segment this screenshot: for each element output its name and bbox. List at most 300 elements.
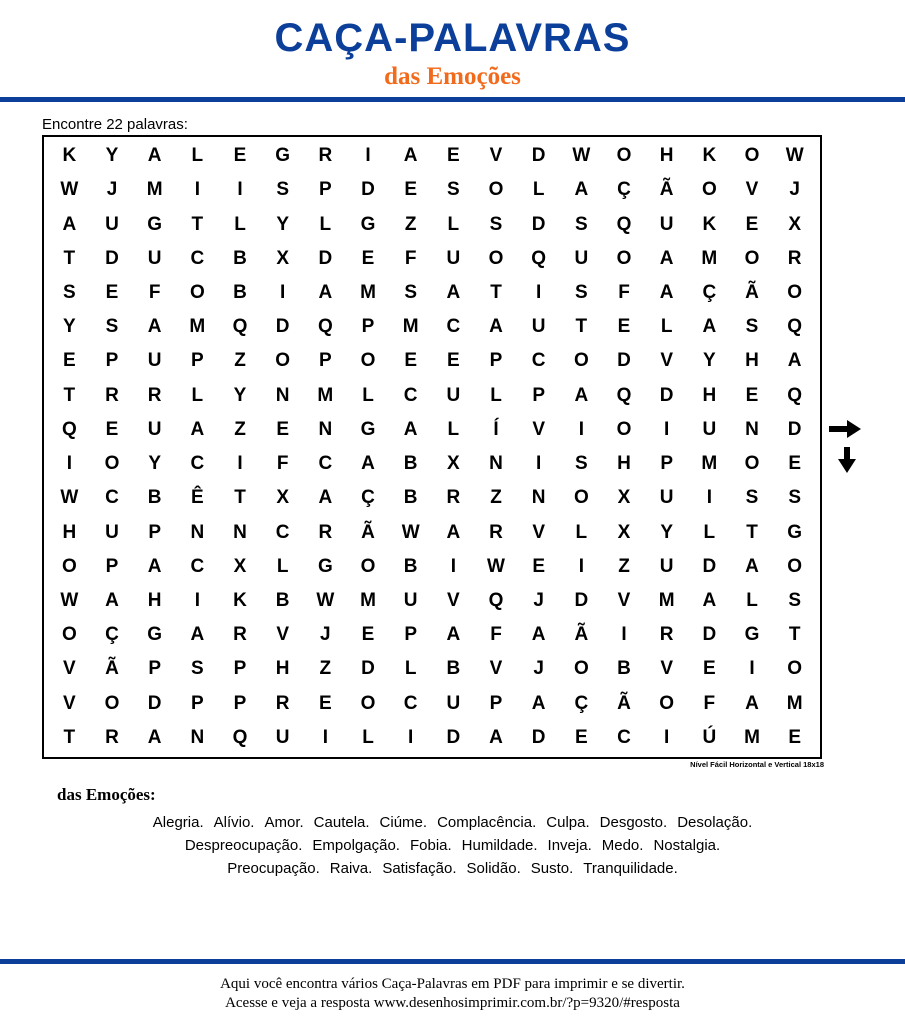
grid-cell: O [61, 624, 77, 646]
word-item: Cautela. [313, 814, 370, 831]
page-title: CAÇA-PALAVRAS [274, 16, 631, 60]
word-item: Complacência. [437, 814, 537, 831]
word-list-row [40, 859, 865, 879]
grid-cell: R [489, 521, 503, 543]
grid-cell: K [702, 213, 717, 235]
footer-divider [0, 959, 905, 964]
grid-cell: R [105, 384, 119, 406]
grid-cell: T [575, 316, 588, 338]
grid-cell: R [147, 384, 162, 406]
word-item: Desgosto. [599, 814, 668, 831]
grid-cell: U [659, 213, 674, 235]
grid-cell: S [574, 281, 588, 303]
grid-cell: P [190, 350, 204, 372]
grid-cell: Q [232, 316, 248, 338]
grid-cell: I [664, 418, 670, 440]
level-note: Nível Fácil Horizontal e Vertical 18x18 [690, 760, 824, 769]
grid-cell: E [788, 453, 801, 475]
grid-cell: E [532, 555, 545, 577]
grid-cell: S [574, 213, 588, 235]
grid-cell: Q [488, 589, 504, 611]
grid-cell: O [616, 418, 632, 440]
grid-cell: C [318, 453, 333, 475]
grid-cell: Y [105, 145, 119, 167]
grid-cell: O [573, 658, 589, 680]
grid-cell: Ç [574, 692, 589, 714]
grid-cell: I [621, 624, 627, 646]
grid-cell: L [362, 726, 374, 748]
grid-cell: W [60, 487, 79, 509]
grid-cell: A [147, 555, 162, 577]
grid-cell: O [488, 179, 504, 201]
grid-cell: C [617, 726, 631, 748]
grid-cell: M [360, 589, 376, 611]
grid-cell: E [276, 418, 289, 440]
grid-cell: A [190, 418, 205, 440]
grid-cell: Ç [617, 179, 631, 201]
grid-cell: M [658, 589, 675, 611]
grid-cell: M [744, 726, 760, 748]
grid-cell: Z [319, 658, 332, 680]
grid-cell: P [233, 692, 247, 714]
grid-cell: M [402, 316, 419, 338]
grid-cell: L [362, 384, 374, 406]
grid-cell: I [322, 726, 328, 748]
grid-cell: O [787, 658, 803, 680]
grid-cell: Ú [702, 726, 717, 748]
grid-cell: R [318, 145, 333, 167]
grid-cell: F [490, 624, 502, 646]
grid-cell: Ã [105, 658, 119, 680]
grid-cell: G [317, 555, 333, 577]
arrow-down-icon [838, 447, 856, 473]
grid-cell: K [233, 589, 247, 611]
puzzle-instruction: Encontre 22 palavras: [42, 116, 188, 133]
grid-cell: O [360, 692, 376, 714]
grid-cell: G [744, 624, 760, 646]
grid-cell: L [447, 418, 460, 440]
grid-cell: D [361, 179, 375, 201]
grid-cell: G [275, 145, 291, 167]
grid-cell: O [104, 453, 120, 475]
grid-cell: D [531, 213, 546, 235]
grid-cell: N [190, 726, 205, 748]
grid-cell: H [275, 658, 290, 680]
grid-cell: I [194, 179, 200, 201]
grid-cell: Q [616, 213, 632, 235]
word-item: Fobia. [409, 837, 452, 854]
grid-cell: C [403, 692, 418, 714]
grid-cell: Ç [702, 281, 717, 303]
grid-cell: X [617, 487, 631, 509]
grid-cell: I [408, 726, 414, 748]
grid-cell: G [147, 213, 163, 235]
grid-cell: W [60, 589, 79, 611]
grid-cell: I [578, 418, 584, 440]
grid-cell: V [532, 418, 545, 440]
grid-cell: F [618, 281, 630, 303]
grid-cell: D [617, 350, 631, 372]
grid-cell: M [701, 453, 718, 475]
grid-cell: S [788, 487, 801, 509]
grid-cell: T [63, 384, 76, 406]
grid-cell: U [702, 418, 717, 440]
grid-cell: H [147, 589, 162, 611]
grid-cell: Y [660, 521, 673, 543]
grid-cell: A [318, 487, 333, 509]
word-item: Raiva. [329, 860, 373, 877]
grid-cell: Z [404, 213, 417, 235]
grid-cell: T [191, 213, 204, 235]
grid-cell: M [701, 247, 718, 269]
grid-cell: C [531, 350, 546, 372]
word-item: Preocupação. [227, 860, 320, 877]
grid-cell: D [147, 692, 162, 714]
grid-cell: U [105, 521, 119, 543]
grid-cell: D [275, 316, 290, 338]
grid-cell: D [574, 589, 589, 611]
grid-cell: E [446, 350, 460, 372]
grid-cell: A [446, 281, 461, 303]
grid-cell: Í [493, 418, 499, 440]
grid-cell: Ã [574, 624, 589, 646]
grid-cell: S [788, 589, 801, 611]
grid-cell: D [446, 726, 461, 748]
word-item: Culpa. [546, 814, 590, 831]
grid-cell: K [702, 145, 717, 167]
grid-cell: P [233, 658, 247, 680]
grid-cell: E [361, 624, 375, 646]
arrow-right-icon [829, 420, 861, 438]
grid-cell: N [531, 487, 546, 509]
grid-cell: S [404, 281, 417, 303]
grid-cell: D [105, 247, 119, 269]
grid-cell: A [403, 145, 418, 167]
grid-cell: A [361, 453, 375, 475]
word-item: Ciúme. [379, 814, 428, 831]
grid-cell: L [276, 555, 289, 577]
grid-cell: Q [616, 384, 632, 406]
grid-cell: L [404, 658, 417, 680]
grid-cell: P [489, 692, 503, 714]
grid-cell: O [659, 692, 675, 714]
grid-cell: R [446, 487, 461, 509]
grid-cell: M [786, 692, 803, 714]
grid-cell: U [147, 350, 162, 372]
grid-cell: Ê [190, 487, 204, 509]
word-item: Desolação. [677, 814, 753, 831]
grid-cell: V [489, 145, 503, 167]
grid-cell: F [404, 247, 417, 269]
grid-cell: S [190, 658, 204, 680]
grid-cell: V [62, 692, 76, 714]
grid-cell: U [147, 418, 162, 440]
grid-cell: A [787, 350, 802, 372]
grid-cell: T [234, 487, 246, 509]
grid-cell: Ç [361, 487, 375, 509]
grid-cell: M [317, 384, 334, 406]
grid-cell: I [536, 453, 542, 475]
grid-cell: L [660, 316, 673, 338]
grid-cell: O [744, 453, 760, 475]
footer-line-1: Aqui você encontra vários Caça-Palavras em PDF para imprimir e se divertir. [220, 976, 685, 992]
grid-cell: U [403, 589, 418, 611]
grid-cell: F [148, 281, 161, 303]
grid-cell: P [318, 179, 332, 201]
grid-cell: J [533, 589, 544, 611]
grid-cell: O [787, 281, 803, 303]
grid-cell: I [66, 453, 72, 475]
grid-cell: D [702, 555, 717, 577]
grid-cell: H [702, 384, 717, 406]
grid-cell: B [275, 589, 290, 611]
grid-cell: V [660, 350, 673, 372]
grid-cell: I [194, 589, 200, 611]
grid-cell: N [190, 521, 205, 543]
grid-cell: P [148, 658, 161, 680]
grid-cell: O [616, 247, 632, 269]
grid-cell: I [365, 145, 371, 167]
grid-cell: X [446, 453, 460, 475]
grid-cell: Y [276, 213, 289, 235]
grid-cell: E [62, 350, 76, 372]
grid-cell: T [490, 281, 502, 303]
grid-cell: G [360, 418, 376, 440]
grid-cell: Q [232, 726, 248, 748]
grid-cell: W [401, 521, 420, 543]
grid-cell: P [404, 624, 417, 646]
grid-cell: G [147, 624, 163, 646]
grid-cell: O [573, 487, 589, 509]
grid-cell: L [746, 589, 758, 611]
grid-cell: I [450, 555, 456, 577]
grid-cell: D [659, 384, 674, 406]
grid-cell: B [233, 247, 247, 269]
grid-cell: L [490, 384, 502, 406]
grid-cell: C [446, 316, 461, 338]
grid-cell: X [276, 247, 289, 269]
grid-cell: P [361, 316, 375, 338]
grid-cell: X [233, 555, 247, 577]
grid-cell: S [62, 281, 76, 303]
grid-cell: B [617, 658, 631, 680]
grid-cell: E [745, 213, 759, 235]
grid-cell: O [787, 555, 803, 577]
grid-cell: B [403, 487, 418, 509]
grid-cell: A [147, 316, 162, 338]
grid-cell: P [105, 555, 119, 577]
word-item: Medo. [601, 837, 644, 854]
grid-cell: N [233, 521, 247, 543]
grid-cell: I [749, 658, 755, 680]
grid-cell: O [701, 179, 717, 201]
grid-cell: U [659, 555, 674, 577]
grid-cell: D [787, 418, 802, 440]
grid-cell: A [745, 555, 759, 577]
word-item: Alegria. [152, 814, 204, 831]
grid-cell: I [578, 555, 584, 577]
grid-cell: N [745, 418, 759, 440]
grid-cell: V [660, 658, 673, 680]
grid-cell: E [745, 384, 759, 406]
grid-cell: J [320, 624, 331, 646]
grid-cell: I [237, 179, 243, 201]
grid-cell: L [447, 213, 460, 235]
grid-cell: W [60, 179, 79, 201]
grid-cell: T [63, 247, 76, 269]
grid-cell: B [147, 487, 162, 509]
grid-cell: P [190, 692, 204, 714]
grid-cell: A [702, 316, 717, 338]
grid-cell: Ã [659, 179, 674, 201]
grid-cell: A [147, 145, 162, 167]
grid-cell: M [189, 316, 206, 338]
grid-cell: A [446, 624, 461, 646]
grid-cell: B [233, 281, 247, 303]
grid-cell: N [275, 384, 290, 406]
grid-cell: N [489, 453, 503, 475]
grid-cell: A [574, 179, 589, 201]
grid-cell: D [531, 726, 546, 748]
grid-cell: E [404, 350, 417, 372]
grid-cell: A [190, 624, 205, 646]
word-item: Solidão. [466, 860, 521, 877]
grid-cell: Y [702, 350, 716, 372]
grid-cell: E [788, 726, 801, 748]
grid-cell: Z [618, 555, 630, 577]
grid-cell: N [318, 418, 333, 440]
grid-cell: M [146, 179, 163, 201]
grid-cell: V [617, 589, 631, 611]
grid-cell: O [61, 555, 77, 577]
grid-cell: Y [233, 384, 247, 406]
grid-cell: J [106, 179, 118, 201]
grid-cell: S [105, 316, 119, 338]
grid-cell: A [446, 521, 461, 543]
grid-cell: P [318, 350, 332, 372]
grid-cell: S [489, 213, 503, 235]
grid-cell: E [702, 658, 716, 680]
word-item: Alívio. [213, 814, 255, 831]
grid-cell: F [276, 453, 289, 475]
grid-cell: P [489, 350, 503, 372]
grid-cell: E [404, 179, 417, 201]
grid-cell: U [446, 692, 461, 714]
grid-cell: A [659, 247, 674, 269]
grid-cell: S [745, 487, 759, 509]
grid-cell: Ç [105, 624, 119, 646]
grid-cell: B [446, 658, 461, 680]
grid-cell: W [316, 589, 335, 611]
grid-cell: E [617, 316, 631, 338]
grid-cell: I [706, 487, 712, 509]
grid-cell: D [361, 658, 375, 680]
grid-cell: E [105, 281, 119, 303]
grid-cell: O [744, 145, 760, 167]
grid-cell: O [744, 247, 760, 269]
grid-cell: L [532, 179, 545, 201]
grid-cell: V [745, 179, 759, 201]
grid-cell: I [280, 281, 286, 303]
grid-cell: Z [234, 418, 246, 440]
grid-cell: G [360, 213, 376, 235]
page-subtitle: das Emoções [384, 63, 521, 90]
grid-cell: R [318, 521, 333, 543]
grid-cell: A [489, 316, 503, 338]
grid-cell: E [318, 692, 332, 714]
grid-cell: Q [61, 418, 77, 440]
grid-cell: H [745, 350, 759, 372]
grid-cell: A [489, 726, 503, 748]
grid-cell: U [147, 247, 162, 269]
grid-cell: Q [787, 384, 803, 406]
grid-cell: A [147, 726, 162, 748]
grid-cell: O [104, 692, 120, 714]
grid-cell: Z [234, 350, 246, 372]
grid-cell: C [403, 384, 418, 406]
word-item: Humildade. [461, 837, 538, 854]
grid-cell: T [746, 521, 758, 543]
grid-cell: A [745, 692, 759, 714]
grid-cell: E [361, 247, 375, 269]
grid-cell: O [616, 145, 632, 167]
grid-cell: Q [317, 316, 333, 338]
grid-cell: R [105, 726, 119, 748]
grid-cell: B [403, 555, 418, 577]
grid-cell: U [659, 487, 674, 509]
grid-cell: P [105, 350, 119, 372]
grid-cell: L [191, 384, 204, 406]
grid-cell: O [488, 247, 504, 269]
grid-cell: L [319, 213, 332, 235]
grid-cell: L [703, 521, 716, 543]
grid-cell: C [190, 555, 205, 577]
grid-cell: U [105, 213, 119, 235]
grid-cell: W [572, 145, 591, 167]
grid-cell: F [703, 692, 716, 714]
grid-cell: O [573, 350, 589, 372]
grid-cell: O [360, 350, 376, 372]
grid-cell: A [531, 692, 546, 714]
grid-cell: W [487, 555, 505, 577]
grid-cell: P [660, 453, 673, 475]
word-list-row [40, 836, 865, 856]
grid-cell: P [532, 384, 545, 406]
grid-cell: E [233, 145, 247, 167]
grid-cell: L [234, 213, 246, 235]
grid-cell: R [787, 247, 802, 269]
grid-cell: O [275, 350, 291, 372]
grid-cell: Ã [617, 692, 631, 714]
grid-cell: X [788, 213, 801, 235]
header-divider [0, 97, 905, 102]
grid-cell: E [105, 418, 119, 440]
grid-cell: U [446, 384, 461, 406]
grid-cell: J [789, 179, 800, 201]
grid-cell: D [702, 624, 717, 646]
word-item: Susto. [530, 860, 574, 877]
grid-cell: Z [490, 487, 502, 509]
grid-cell: O [360, 555, 376, 577]
grid-cell: W [785, 145, 804, 167]
grid-cell: A [403, 418, 418, 440]
grid-cell: A [531, 624, 546, 646]
word-item: Empolgação. [312, 837, 400, 854]
grid-cell: P [148, 521, 161, 543]
grid-cell: A [659, 281, 674, 303]
grid-cell: Q [787, 316, 803, 338]
grid-cell: T [63, 726, 76, 748]
